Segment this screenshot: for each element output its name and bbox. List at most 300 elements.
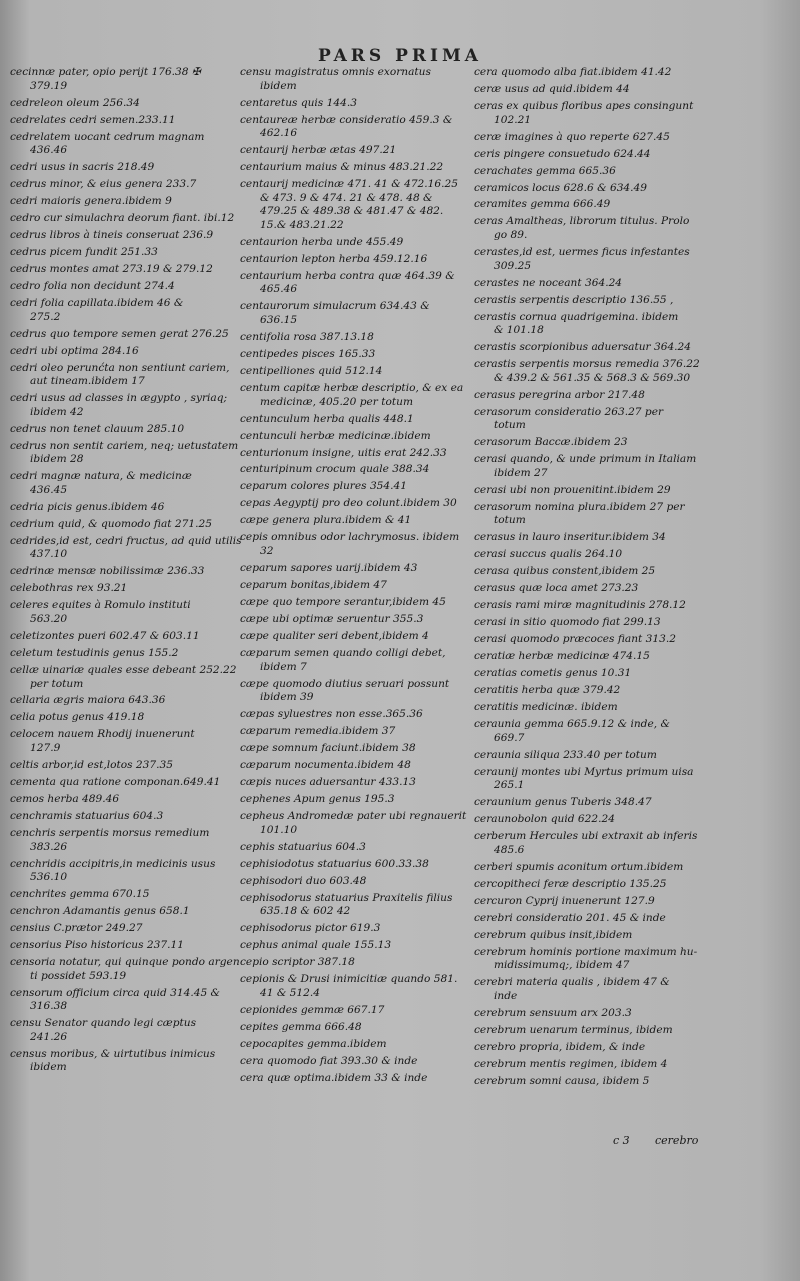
index-entry <box>474 531 796 545</box>
index-entry-text: cedro folia non decidunt 274.4 <box>10 280 175 293</box>
index-entry-continuation: ibidem 28 <box>30 453 84 466</box>
signature-mark: c 3 <box>613 1134 630 1147</box>
index-entry-continuation: 465.46 <box>260 283 298 296</box>
index-entry-text: cæpe somnum faciunt.ibidem 38 <box>240 742 416 755</box>
index-entry-continuation: 41 & 512.4 <box>260 986 320 999</box>
index-entry <box>474 813 796 827</box>
index-entry <box>10 114 232 128</box>
index-entry <box>10 647 232 661</box>
index-entry <box>10 470 232 497</box>
index-entry-text: cæpas syluestres non esse.365.36 <box>240 708 423 721</box>
index-entry <box>10 776 232 790</box>
index-entry <box>10 212 235 226</box>
index-entry-continuation: midissimumq;, ibidem 47 <box>494 959 630 972</box>
index-column-1 <box>10 66 242 1078</box>
index-entry-text: cerebri consideratio 201. 45 & inde <box>474 911 666 924</box>
index-entry <box>474 277 796 291</box>
index-entry <box>240 463 470 477</box>
index-entry-text: celtis arbor,id est,lotos 237.35 <box>10 759 173 772</box>
index-entry-text: cerebri materia qualis , ibidem 47 & <box>474 976 670 989</box>
index-entry-text: cedrium quid, & quomodo fiat 271.25 <box>10 517 212 530</box>
index-entry-continuation: ibidem 27 <box>494 466 548 479</box>
index-entry-text: cera quomodo alba fiat.ibidem 41.42 <box>474 66 672 78</box>
index-entry-text: centunculi herbæ medicinæ.ibidem <box>240 429 431 442</box>
index-entry-continuation: 101.10 <box>260 823 298 836</box>
index-entry <box>474 749 796 763</box>
index-entry <box>240 178 470 232</box>
index-entry-continuation: 436.46 <box>30 144 68 157</box>
index-entry-continuation: & 101.18 <box>494 324 544 337</box>
index-entry <box>474 861 796 875</box>
index-entry <box>474 1041 796 1055</box>
index-entry <box>10 534 242 562</box>
index-entry-continuation: ibidem <box>30 1061 67 1074</box>
index-entry <box>240 922 470 936</box>
index-entry <box>10 858 232 885</box>
index-entry-text: cera quomodo fiat 393.30 & inde <box>240 1054 418 1067</box>
index-entry <box>474 131 796 145</box>
index-entry-text: cedrelatem uocant cedrum magnam <box>10 130 205 143</box>
index-entry-text: cedri ubi optima 284.16 <box>10 344 139 357</box>
index-entry-text: cedri oleo perunćta non sentiunt cariem, <box>10 361 230 374</box>
index-entry-continuation: 309.25 <box>494 259 532 272</box>
index-entry-text: cephisiodotus statuarius 600.33.38 <box>240 857 429 870</box>
index-entry-text: ceræ usus ad quid.ibidem 44 <box>474 82 630 95</box>
index-entry-text: cerastis serpentis morsus remedia 376.22 <box>474 358 700 371</box>
index-entry-continuation: ibidem 42 <box>30 405 84 418</box>
index-entry <box>240 1038 470 1052</box>
index-entry-text: cedri magnæ natura, & medicinæ <box>10 470 192 483</box>
index-entry <box>474 358 796 385</box>
index-entry-text: cerebrum quibus insit,ibidem <box>474 928 633 941</box>
index-entry-text: ceris pingere consuetudo 624.44 <box>474 147 651 160</box>
index-entry <box>240 144 470 158</box>
index-entry-text: cerachates gemma 665.36 <box>474 164 616 177</box>
index-entry-text: cerberum Hercules ubi extraxit ab inferis <box>474 830 698 843</box>
index-entry-text: cerebrum somni causa, ibidem 5 <box>474 1074 650 1087</box>
index-entry <box>10 663 237 691</box>
index-entry <box>474 796 796 810</box>
index-entry-text: cemos herba 489.46 <box>10 793 120 805</box>
index-entry-continuation: ibidem 39 <box>260 691 314 704</box>
index-entry-text: ceraunobolon quid 622.24 <box>474 813 615 826</box>
index-entry-text: censius C.prætor 249.27 <box>10 922 143 935</box>
index-entry <box>240 348 470 362</box>
index-entry-text: cephisodorus pictor 619.3 <box>240 922 381 935</box>
index-entry <box>10 939 232 953</box>
index-entry <box>474 565 796 579</box>
index-entry <box>474 912 796 926</box>
index-entry-text: ceras ex quibus floribus apes consingunt <box>474 99 694 112</box>
index-column-2 <box>240 66 470 1089</box>
index-entry-text: censorius Piso historicus 237.11 <box>10 939 184 952</box>
index-entry <box>10 97 232 111</box>
index-entry-text: cepas Aegyptij pro deo colunt.ibidem 30 <box>240 497 457 510</box>
index-entry <box>10 362 232 389</box>
index-entry-text: cedrus non tenet clauum 285.10 <box>10 422 185 435</box>
index-entry-text: cæpis nuces aduersantur 433.13 <box>240 776 416 789</box>
index-entry <box>10 711 232 725</box>
page-header: PARS PRIMA <box>318 46 482 66</box>
index-entry <box>474 684 796 698</box>
index-entry <box>10 263 232 277</box>
index-entry-text: cerastes ne noceant 364.24 <box>474 276 623 289</box>
index-entry-text: centaurij medicinæ 471. 41 & 472.16.25 <box>240 178 458 191</box>
index-entry-text: ceraunij montes ubi Myrtus primum uisa <box>474 765 694 778</box>
index-entry <box>240 956 470 970</box>
index-entry <box>10 423 232 437</box>
index-entry-text: centuripinum crocum quale 388.34 <box>240 463 430 476</box>
index-entry <box>474 341 796 355</box>
index-entry-text: cera quæ optima.ibidem 33 & inde <box>240 1071 428 1084</box>
index-entry <box>240 97 470 111</box>
index-entry-text: cedrelates cedri semen.233.11 <box>10 113 176 126</box>
index-entry <box>10 827 232 854</box>
index-entry <box>474 501 796 528</box>
index-entry <box>240 300 470 327</box>
index-entry-continuation: 437.10 <box>30 548 68 561</box>
index-entry-text: ceraunia gemma 665.9.12 & inde, & <box>474 718 670 731</box>
index-entry <box>474 878 796 892</box>
index-entry <box>474 1075 796 1089</box>
index-entry <box>474 548 796 562</box>
index-entry <box>240 161 470 175</box>
index-entry-text: cedrinæ mensæ nobilissimæ 236.33 <box>10 565 205 578</box>
index-entry <box>10 630 232 644</box>
index-entry <box>10 246 232 260</box>
index-entry-text: cerastes,id est, uermes ficus infestantes <box>474 246 690 259</box>
index-entry <box>240 365 470 379</box>
index-entry <box>240 759 470 773</box>
index-entry <box>474 148 796 162</box>
index-entry-text: cæpe ubi optimæ seruentur 355.3 <box>240 612 424 625</box>
index-entry <box>10 1017 232 1044</box>
index-entry-text: celetizontes pueri 602.47 & 603.11 <box>10 629 200 642</box>
index-entry-text: centaurium herba contra quæ 464.39 & <box>240 269 455 282</box>
index-entry-text: centaretus quis 144.3 <box>240 96 357 109</box>
index-entry-text: ceraunia siliqua 233.40 per totum <box>474 748 657 761</box>
index-entry <box>240 1004 470 1018</box>
index-entry <box>474 198 796 212</box>
index-entry <box>240 253 470 267</box>
index-entry-continuation: 275.2 <box>30 310 61 323</box>
index-entry <box>474 667 796 681</box>
index-entry-text: cephus animal quale 155.13 <box>240 939 392 952</box>
index-entry <box>474 406 796 433</box>
index-entry-text: centum capitæ herbæ descriptio, & ex ea <box>240 381 464 394</box>
index-entry-text: cerasus in lauro inseritur.ibidem 34 <box>474 531 666 544</box>
index-entry-text: cementa qua ratione componan.649.41 <box>10 776 221 789</box>
index-entry <box>474 599 796 613</box>
index-entry-text: cæparum semen quando colligi debet, <box>240 646 446 659</box>
index-entry <box>10 956 240 983</box>
index-entry <box>240 776 470 790</box>
index-entry <box>240 447 470 461</box>
index-entry-text: censoria notatur, qui quinque pondo argen <box>10 956 240 969</box>
index-entry <box>240 1055 470 1069</box>
index-entry-text: cerasorum nomina plura.ibidem 27 per <box>474 500 685 513</box>
index-entry-text: cerebrum sensuum arx 203.3 <box>474 1007 632 1020</box>
index-entry-text: cæpe genera plura.ibidem & 41 <box>240 514 412 527</box>
index-entry-text: ceræ imagines à quo reperte 627.45 <box>474 130 670 143</box>
index-entry <box>240 708 470 722</box>
index-entry <box>240 939 470 953</box>
index-entry-text: celetum testudinis genus 155.2 <box>10 646 179 659</box>
index-entry-text: centaureæ herbæ consideratio 459.3 & <box>240 113 453 126</box>
index-entry-continuation: 265.1 <box>494 779 525 792</box>
index-entry-text: ceparum sapores uarij.ibidem 43 <box>240 562 418 574</box>
catchword: cerebro <box>655 1134 699 1147</box>
index-entry-continuation: 436.45 <box>30 483 68 496</box>
index-entry-continuation: 32 <box>260 545 274 558</box>
index-entry-text: cerastis serpentis descriptio 136.55 , <box>474 293 674 306</box>
index-entry <box>10 328 232 342</box>
index-entry-continuation: 379.19 <box>30 79 68 92</box>
index-entry-text: centipelliones quid 512.14 <box>240 364 383 377</box>
index-entry <box>10 195 232 209</box>
index-entry <box>240 875 470 889</box>
index-entry-text: cerebro propria, ibidem, & inde <box>474 1040 646 1053</box>
index-entry-continuation: 383.26 <box>30 840 68 853</box>
index-entry-text: cerasi in sitio quomodo fiat 299.13 <box>474 616 661 629</box>
index-entry <box>474 616 796 630</box>
index-entry-continuation: 669.7 <box>494 731 525 744</box>
index-entry <box>10 694 232 708</box>
index-entry-text: ceramites gemma 666.49 <box>474 198 611 211</box>
index-entry <box>240 1021 470 1035</box>
index-entry <box>474 718 796 745</box>
index-entry <box>10 66 232 93</box>
index-entry <box>474 895 796 909</box>
index-entry-continuation: & 439.2 & 561.35 & 568.3 & 569.30 <box>494 371 691 384</box>
index-entry-text: cedri folia capillata.ibidem 46 & <box>10 297 184 309</box>
index-entry-text: cepis omnibus odor lachrymosus. ibidem <box>240 531 460 544</box>
index-entry-text: cerasus quæ loca amet 273.23 <box>474 582 639 595</box>
index-entry <box>10 810 232 824</box>
index-entry-continuation: go 89. <box>494 229 528 242</box>
index-entry-text: cerasi quando, & unde primum in Italiam <box>474 453 697 466</box>
index-entry-continuation: 479.25 & 489.38 & 481.47 & 482. <box>260 205 444 218</box>
index-entry <box>474 311 796 338</box>
index-entry-text: cedrus montes amat 273.19 & 279.12 <box>10 263 213 276</box>
index-entry-text: ceparum colores plures 354.41 <box>240 480 408 493</box>
index-entry <box>474 246 796 273</box>
index-entry <box>474 100 796 127</box>
index-entry <box>10 888 232 902</box>
index-entry-text: celocem nauem Rhodij inuenerunt <box>10 728 195 741</box>
index-entry-text: cerasis rami miræ magnitudinis 278.12 <box>474 599 686 612</box>
index-entry <box>240 331 470 345</box>
index-entry <box>240 236 470 250</box>
index-entry <box>10 345 232 359</box>
index-entry <box>240 841 470 855</box>
index-entry <box>10 728 232 755</box>
index-entry <box>10 565 232 579</box>
index-entry-text: cæpe qualiter seri debent,ibidem 4 <box>240 629 429 642</box>
index-entry <box>240 810 470 837</box>
index-entry-text: centaurij herbæ ætas 497.21 <box>240 144 397 157</box>
index-entry <box>240 973 470 1000</box>
index-entry <box>10 1048 232 1075</box>
index-entry-text: centaurium maius & minus 483.21.22 <box>240 161 444 174</box>
index-entry <box>10 178 232 192</box>
index-entry-continuation: ibidem 7 <box>260 660 307 673</box>
index-entry-text: celebothras rex 93.21 <box>10 582 128 595</box>
index-entry <box>10 439 239 467</box>
index-entry <box>10 392 232 419</box>
index-entry <box>240 270 470 297</box>
index-entry-text: centipedes pisces 165.33 <box>240 347 376 360</box>
index-entry-continuation: 635.18 & 602 42 <box>260 905 351 918</box>
index-entry <box>240 413 470 427</box>
index-entry-text: census moribus, & uirtutibus inimicus <box>10 1047 216 1060</box>
index-entry <box>474 1058 796 1072</box>
index-entry-text: cerasa quibus constent,ibidem 25 <box>474 565 656 578</box>
index-entry <box>474 650 796 664</box>
index-entry-text: ceratiæ herbæ medicinæ 474.15 <box>474 650 650 663</box>
index-entry-continuation: medicinæ, 405.20 per totum <box>260 395 413 408</box>
index-entry-text: cedreleon oleum 256.34 <box>10 96 140 109</box>
index-column-3 <box>474 66 796 1092</box>
index-entry <box>10 599 232 626</box>
index-entry-text: censu magistratus omnis exornatus <box>240 66 431 78</box>
index-entry-text: cepites gemma 666.48 <box>240 1020 362 1033</box>
index-entry <box>10 297 232 324</box>
index-entry-text: cerasorum consideratio 263.27 per <box>474 405 664 418</box>
index-entry-text: ceratitis herba quæ 379.42 <box>474 684 621 697</box>
index-entry <box>10 131 232 158</box>
index-entry <box>474 453 796 480</box>
index-entry-text: cedrus minor, & eius genera 233.7 <box>10 178 197 191</box>
index-entry-text: cerastis cornua quadrigemina. ibidem <box>474 310 679 323</box>
index-entry-text: cephenes Apum genus 195.3 <box>240 793 395 805</box>
index-entry-text: cedri usus in sacris 218.49 <box>10 161 155 174</box>
index-entry-text: cenchris serpentis morsus remedium <box>10 826 210 839</box>
index-entry-text: cedrus quo tempore semen gerat 276.25 <box>10 327 229 340</box>
index-entry-continuation: 485.6 <box>494 843 525 856</box>
index-entry <box>10 518 232 532</box>
index-entry <box>240 66 470 93</box>
index-entry <box>240 596 470 610</box>
index-entry-continuation: aut tineam.ibidem 17 <box>30 375 145 388</box>
index-entry-text: cerberi spumis aconitum ortum.ibidem <box>474 860 684 873</box>
index-entry <box>240 630 470 644</box>
index-entry-text: cepocapites gemma.ibidem <box>240 1037 387 1050</box>
index-entry-text: centaurion lepton herba 459.12.16 <box>240 252 428 265</box>
index-entry <box>474 182 796 196</box>
index-entry-text: cedria picis genus.ibidem 46 <box>10 500 165 513</box>
index-entry-text: ceratias cometis genus 10.31 <box>474 667 632 680</box>
index-entry-text: cæpe quo tempore serantur,ibidem 45 <box>240 595 446 608</box>
index-entry-text: cedri usus ad classes in ægypto , syriaq; <box>10 392 228 405</box>
index-entry <box>10 759 232 773</box>
index-entry-continuation: totum <box>494 514 526 527</box>
index-entry-text: cephis statuarius 604.3 <box>240 840 366 853</box>
index-entry-text: cepio scriptor 387.18 <box>240 956 355 969</box>
index-entry <box>240 793 470 807</box>
index-entry-text: cercuron Cyprij inuenerunt 127.9 <box>474 894 655 907</box>
index-entry <box>240 480 470 494</box>
index-entry-text: cedrides,id est, cedri fructus, ad quid utilis <box>10 534 242 547</box>
index-entry-text: censu Senator quando legi cæptus <box>10 1017 197 1030</box>
index-entry <box>240 892 470 919</box>
index-entry-text: cerebrum mentis regimen, ibidem 4 <box>474 1057 668 1070</box>
index-entry-text: celia potus genus 419.18 <box>10 711 145 724</box>
index-entry <box>240 613 470 627</box>
index-entry <box>240 858 470 872</box>
index-entry <box>10 229 232 243</box>
index-entry-text: cerastis scorpionibus aduersatur 364.24 <box>474 341 692 354</box>
index-entry <box>474 582 796 596</box>
index-entry-text: cerasorum Baccæ.ibidem 23 <box>474 436 628 449</box>
index-entry-text: cæparum nocumenta.ibidem 48 <box>240 759 411 772</box>
index-entry <box>240 742 470 756</box>
index-entry <box>10 582 232 596</box>
index-entry <box>474 484 796 498</box>
index-entry <box>10 793 232 807</box>
index-entry-text: cellaria ægris maiora 643.36 <box>10 694 166 707</box>
index-entry-text: cepionides gemmæ 667.17 <box>240 1003 385 1016</box>
index-entry-text: centaurion herba unde 455.49 <box>240 235 404 248</box>
index-entry-continuation: ibidem <box>260 79 297 92</box>
index-entry-text: ceras Amaltheas, librorum titulus. Prolo <box>474 215 690 228</box>
index-entry <box>240 579 470 593</box>
index-entry <box>474 701 796 715</box>
index-entry-text: cerasi succus qualis 264.10 <box>474 548 623 561</box>
index-entry <box>474 976 796 1003</box>
index-entry-text: ceratitis medicinæ. ibidem <box>474 701 618 714</box>
index-entry-continuation: 241.26 <box>30 1030 68 1043</box>
index-entry-continuation: 316.38 <box>30 1000 68 1013</box>
index-entry <box>474 83 796 97</box>
page-footer <box>0 1134 800 1152</box>
index-entry-continuation: 536.10 <box>30 871 68 884</box>
index-entry-text: cenchridis accipitris,in medicinis usus <box>10 857 216 870</box>
index-entry-continuation: ti possidet 593.19 <box>30 969 127 982</box>
index-entry <box>240 531 470 558</box>
index-entry-text: ceraunium genus Tuberis 348.47 <box>474 796 652 809</box>
index-entry-continuation: inde <box>494 990 518 1003</box>
index-entry <box>474 1007 796 1021</box>
index-entry <box>474 389 796 403</box>
index-entry-text: ceparum bonitas,ibidem 47 <box>240 578 387 591</box>
index-entry <box>474 66 796 80</box>
index-entry-continuation: 102.21 <box>494 113 532 126</box>
index-entry-text: cepheus Andromedæ pater ubi regnauerit <box>240 809 467 822</box>
index-entry <box>240 1072 470 1086</box>
index-entry-text: centunculum herba qualis 448.1 <box>240 412 414 425</box>
index-entry-text: cedri maioris genera.ibidem 9 <box>10 195 172 208</box>
index-entry <box>240 114 470 141</box>
index-entry-text: cæparum remedia.ibidem 37 <box>240 725 396 738</box>
index-entry-text: cerasus peregrina arbor 217.48 <box>474 388 645 401</box>
index-entry <box>240 430 470 444</box>
index-entry-text: cæpe quomodo diutius seruari possunt <box>240 677 450 690</box>
index-entry-text: centifolia rosa 387.13.18 <box>240 331 374 343</box>
index-entry <box>474 633 796 647</box>
index-entry-text: cephisodorus statuarius Praxitelis filius <box>240 891 453 904</box>
index-entry-continuation: 15.& 483.21.22 <box>260 218 344 231</box>
index-entry <box>240 725 470 739</box>
index-entry-text: cerasi ubi non prouenitint.ibidem 29 <box>474 483 671 496</box>
index-entry <box>240 514 470 528</box>
index-entry-text: cedrus libros à tineis conseruat 236.9 <box>10 229 214 242</box>
index-entry <box>240 382 470 409</box>
index-entry-continuation: per totum <box>30 677 84 690</box>
index-entry-text: cecinnæ pater, opio perijt 176.38 ✠ <box>10 66 201 78</box>
index-entry <box>10 161 232 175</box>
index-entry <box>474 1024 796 1038</box>
